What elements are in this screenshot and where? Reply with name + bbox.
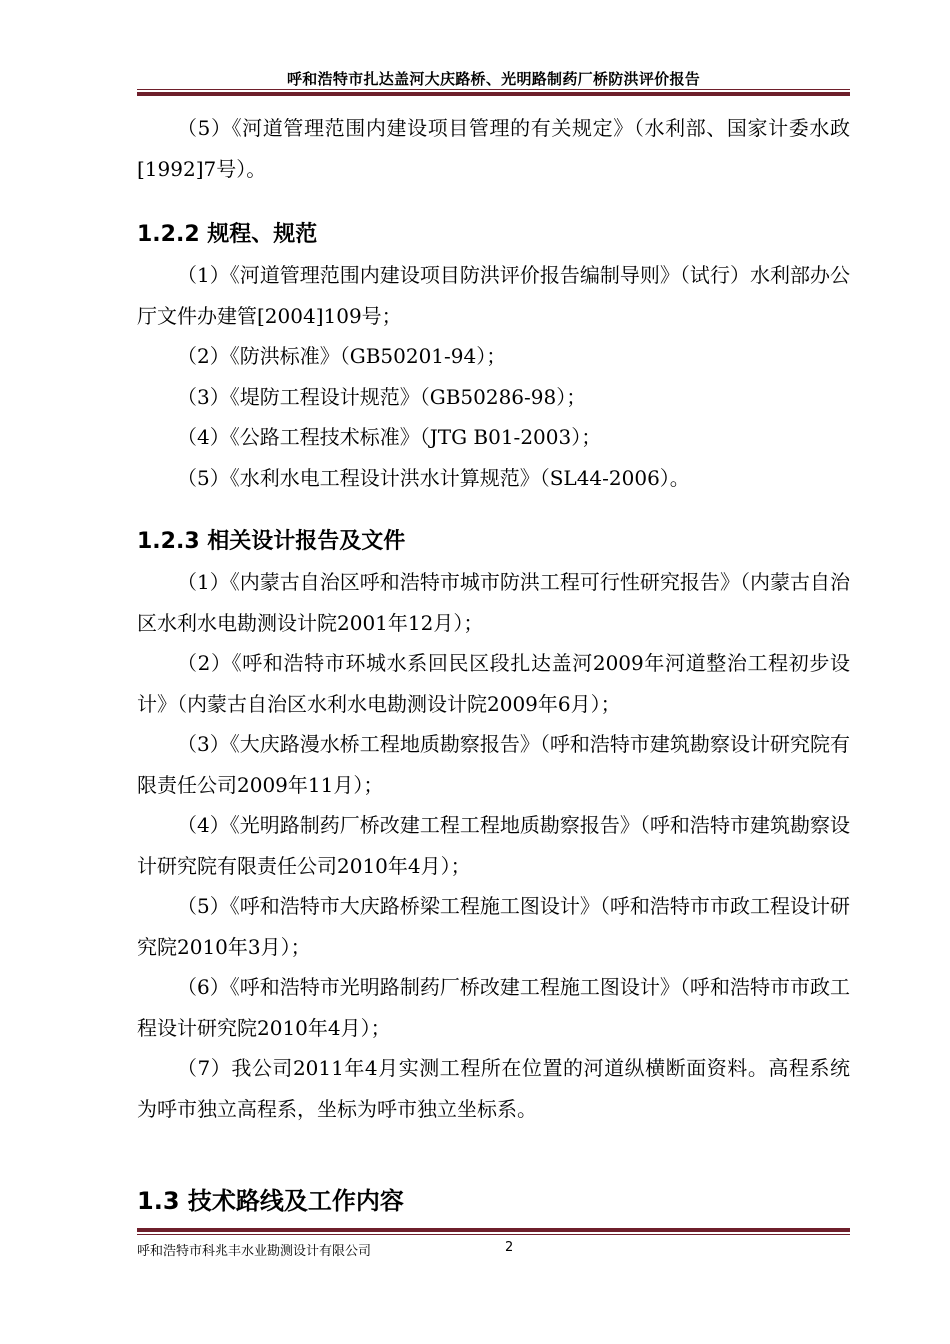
list-item: （5）《呼和浩特市大庆路桥梁工程施工图设计》（呼和浩特市市政工程设计研究院2010年3月）；	[137, 894, 850, 959]
footer-rule-thick	[137, 1228, 850, 1232]
list-item: （5）《水利水电工程设计洪水计算规范》（SL44-2006）。	[177, 465, 690, 490]
list-item: （3）《堤防工程设计规范》（GB50286-98）；	[177, 384, 587, 409]
footer-company-name: 呼和浩特市科兆丰水业勘测设计有限公司	[137, 1244, 372, 1259]
regulation-item: （5）《河道管理范围内建设项目管理的有关规定》（水利部、国家计委水政[1992]7号）。	[137, 116, 850, 181]
page-body	[137, 108, 850, 1223]
list-item: （6）《呼和浩特市光明路制药厂桥改建工程施工图设计》（呼和浩特市市政工程设计研究院2010年4月）；	[137, 975, 850, 1040]
list-item: （4）《光明路制药厂桥改建工程工程地质勘察报告》（呼和浩特市建筑勘察设计研究院有限责任公司2010年4月）；	[137, 813, 850, 878]
list-item: （1）《内蒙古自治区呼和浩特市城市防洪工程可行性研究报告》（内蒙古自治区水利水电勘测设计院2001年12月）；	[137, 570, 850, 635]
footer-rule-thin	[137, 1234, 850, 1235]
header-title: 呼和浩特市扎达盖河大庆路桥、光明路制药厂桥防洪评价报告	[286, 70, 701, 88]
list-item: （1）《河道管理范围内建设项目防洪评价报告编制导则》（试行）水利部办公厅文件办建管[2004]109号；	[137, 263, 850, 328]
header-rule-thin	[137, 89, 850, 90]
section-heading-1-3: 1.3 技术路线及工作内容	[137, 1187, 404, 1215]
section-heading-1-2-2: 1.2.2 规程、规范	[137, 222, 318, 247]
list-item: （7）我公司2011年4月实测工程所在位置的河道纵横断面资料。高程系统为呼市独立高程系，坐标为呼市独立坐标系。	[137, 1056, 850, 1121]
list-item: （2）《呼和浩特市环城水系回民区段扎达盖河2009年河道整治工程初步设计》（内蒙古自治区水利水电勘测设计院2009年6月）；	[137, 651, 850, 716]
list-item: （2）《防洪标准》（GB50201-94）；	[177, 344, 507, 368]
section-heading-1-2-3: 1.2.3 相关设计报告及文件	[137, 529, 406, 554]
page-number: 2	[505, 1240, 514, 1255]
header-rule-thick	[137, 92, 850, 96]
list-item: （4）《公路工程技术标准》（JTG B01-2003）；	[177, 425, 602, 449]
list-item: （3）《大庆路漫水桥工程地质勘察报告》（呼和浩特市建筑勘察设计研究院有限责任公司2009年11月）；	[137, 732, 850, 797]
